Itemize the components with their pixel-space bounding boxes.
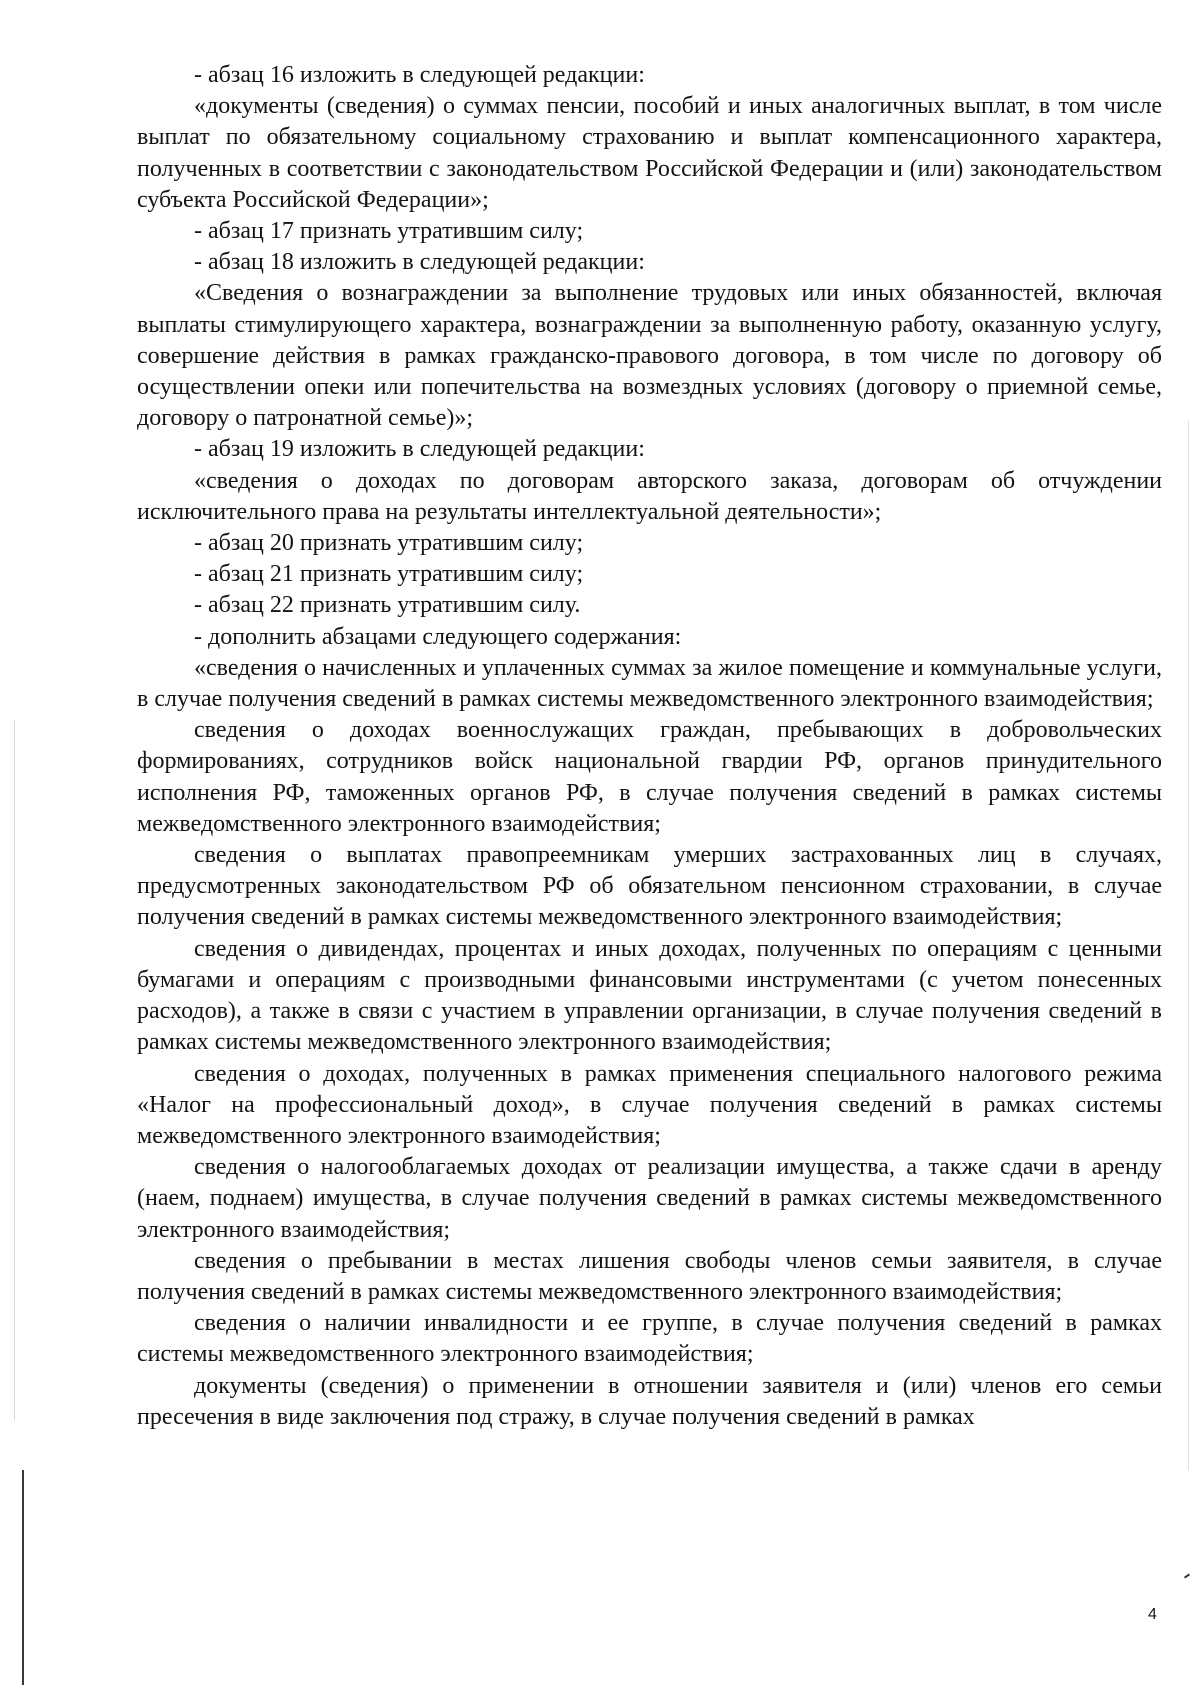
paragraph: сведения о дивидендах, процентах и иных доходах, полученных по операциям с ценными бумагами и операциям с производными финансовыми инструментами (с учетом понесенных расходов), а также в связи с участием в управлении организации, в случае получения сведений в рамках системы межведомственного электронного взаимодействия; xyxy=(137,935,1162,1056)
scan-artifact-edge xyxy=(22,1470,24,1685)
paragraph: сведения о пребывании в местах лишения свободы членов семьи заявителя, в случае получения сведений в рамках системы межведомственного электронного взаимодействия; xyxy=(137,1247,1162,1305)
paragraph: «сведения о доходах по договорам авторского заказа, договорам об отчуждении исключительного права на результаты интеллектуальной деятельности»; xyxy=(137,467,1162,525)
paragraph: - дополнить абзацами следующего содержания: xyxy=(194,623,682,650)
paragraph: - абзац 21 признать утратившим силу; xyxy=(194,561,584,588)
paragraph: - абзац 16 изложить в следующей редакции: xyxy=(194,62,645,88)
paragraph: - абзац 18 изложить в следующей редакции: xyxy=(194,249,645,276)
paragraph: сведения о выплатах правопреемникам умерших застрахованных лиц в случаях, предусмотренных законодательством РФ об обязательном пенсионном страховании, в случае получения сведений в рамках системы межведомственного электронного взаимодействия; xyxy=(137,842,1162,931)
paragraph: «документы (сведения) о суммах пенсии, пособий и иных аналогичных выплат, в том числе выплат по обязательному социальному страхованию и выплат компенсационного характера, полученных в соответствии с законодательством Российской Федерации и (или) законодательством субъекта Российской Федерации»; xyxy=(137,93,1162,213)
scan-artifact-line xyxy=(1188,420,1189,1470)
paragraph: «Сведения о вознаграждении за выполнение трудовых или иных обязанностей, включая выплаты стимулирующего характера, вознаграждении за выполненную работу, оказанную услугу, совершение действия в рамках гражданско-правового договора, в том числе по договору об осуществлении опеки или попечительства на возмездных условиях (договору о приемной семье, договору о патронатной семье)»; xyxy=(137,280,1162,432)
paragraph: - абзац 20 признать утратившим силу; xyxy=(194,530,584,557)
paragraph: «сведения о начисленных и уплаченных суммах за жилое помещение и коммунальные услуги, в случае получения сведений в рамках системы межведомственного электронного взаимодействия; xyxy=(137,654,1162,713)
paragraph: сведения о наличии инвалидности и ее группе, в случае получения сведений в рамках системы межведомственного электронного взаимодействия; xyxy=(137,1310,1162,1368)
paragraph: сведения о доходах, полученных в рамках применения специального налогового режима «Налог на профессиональный доход», в случае получения сведений в рамках системы межведомственного электронного взаимодействия; xyxy=(137,1060,1162,1149)
paragraph: - абзац 17 признать утратившим силу; xyxy=(194,218,584,245)
paragraph: документы (сведения) о применении в отношении заявителя и (или) членов его семьи пресечения в виде заключения под стражу, в случае получения сведений в рамках xyxy=(137,1372,1162,1430)
page-number: 4 xyxy=(1148,1606,1157,1623)
document-body xyxy=(137,60,1162,1433)
scan-artifact-line xyxy=(14,720,15,1420)
scan-artifact-mark xyxy=(1184,1573,1190,1578)
paragraph: - абзац 22 признать утратившим силу. xyxy=(194,592,581,619)
paragraph: сведения о доходах военнослужащих граждан, пребывающих в добровольческих формированиях, сотрудников войск национальной гвардии РФ, органов принудительного исполнения РФ, таможенных органов РФ, в случае получения сведений в рамках системы межведомственного электронного взаимодействия; xyxy=(137,717,1162,837)
paragraph: сведения о налогооблагаемых доходах от реализации имущества, а также сдачи в аренду (наем, поднаем) имущества, в случае получения сведений в рамках системы межведомственного электронного взаимодействия; xyxy=(137,1154,1162,1243)
paragraph: - абзац 19 изложить в следующей редакции: xyxy=(194,436,645,463)
